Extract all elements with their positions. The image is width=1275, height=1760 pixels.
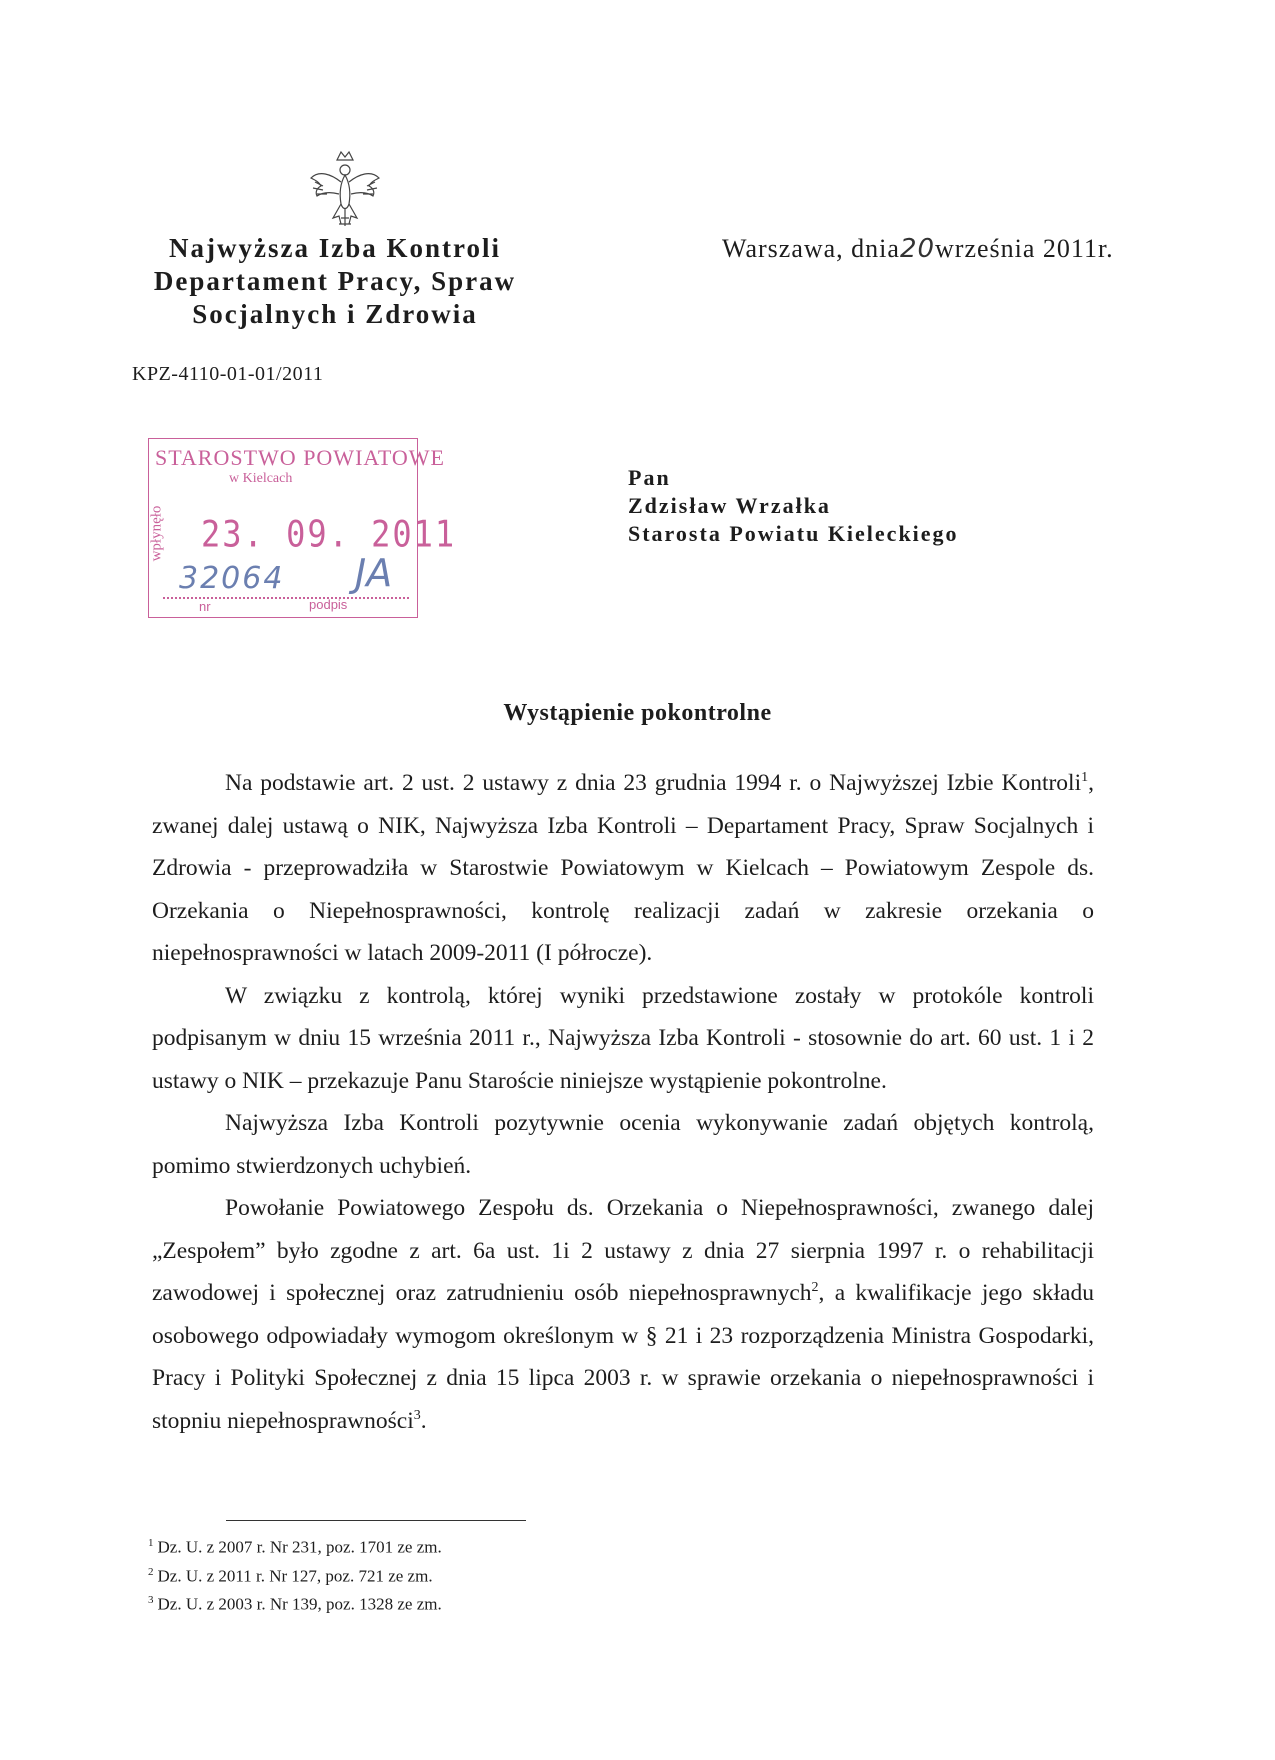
addressee-block: [628, 464, 959, 548]
letter-date: [722, 234, 1114, 264]
stamp-office: STAROSTWO POWIATOWE: [155, 445, 445, 470]
footnote-2: [148, 1560, 442, 1589]
institution-name: [140, 232, 530, 331]
stamp-number-handwritten: 32064: [179, 561, 285, 596]
letter-body: [152, 762, 1094, 1442]
footnote-3: [148, 1588, 442, 1617]
footnote-ref-2: 2: [811, 1280, 819, 1296]
stamp-signature: JA: [355, 551, 393, 595]
date-prefix: Warszawa, dnia: [722, 234, 900, 263]
footnote-ref-3: 3: [413, 1407, 421, 1423]
paragraph-4: [152, 1187, 1094, 1442]
date-suffix: września 2011r.: [935, 234, 1114, 263]
stamp-podpis-label: podpis: [309, 597, 348, 612]
footnote-mark: 3: [148, 1594, 154, 1607]
footnote-text: Dz. U. z 2007 r. Nr 231, poz. 1701 ze zm.: [157, 1537, 442, 1557]
footnote-text: Dz. U. z 2011 r. Nr 127, poz. 721 ze zm.: [157, 1566, 433, 1586]
p4-text-a: Powołanie Powiatowego Zespołu ds. Orzekania o Niepełnosprawności, zwanego dalej „Zespołem” było zgodne z art. 6a ust. 1i 2 ustawy z dnia 27 sierpnia 1997 r. o rehabilitacji zawodowej i społecznej oraz zatrudnieniu osób niepełnosprawnych: [152, 1195, 1094, 1306]
p4-text-c: .: [420, 1407, 427, 1434]
stamp-nr-label: nr: [199, 599, 211, 614]
footnote-ref-1: 1: [1081, 770, 1089, 786]
footnote-mark: 2: [148, 1565, 154, 1578]
stamp-received-date: 23. 09. 2011: [201, 512, 457, 556]
footnotes: [148, 1531, 442, 1617]
org-line-2: Departament Pracy, Spraw: [153, 266, 517, 296]
addressee-line-3: Starosta Powiatu Kieleckiego: [628, 521, 959, 546]
p1-text-b: , zwanej dalej ustawą o NIK, Najwyższa Izba Kontroli – Departament Pracy, Spraw Socjalnych i Zdrowia - przeprowadziła w Starostwie Powiatowym w Kielcach – Powiatowym Zespole ds. Orzekania o Niepełnosprawności, kontrolę realizacji zadań w zakresie orzekania o niepełnosprawności w latach 2009-2011 (I półrocze).: [152, 770, 1094, 966]
p4-text-b: , a kwalifikacje jego składu osobowego odpowiadały wymogom określonym w § 21 i 23 rozporządzenia Ministra Gospodarki, Pracy i Polityki Społecznej z dnia 15 lipca 2003 r. w sprawie orzekania o niepełnosprawności i stopniu niepełnosprawności: [152, 1280, 1094, 1434]
footnote-mark: 1: [148, 1537, 154, 1549]
footnote-1: [148, 1531, 442, 1560]
reference-number: KPZ-4110-01-01/2011: [132, 363, 324, 385]
addressee-line-2: Zdzisław Wrzałka: [628, 493, 831, 518]
p1-text-a: Na podstawie art. 2 ust. 2 ustawy z dnia 23 grudnia 1994 r. o Najwyższej Izbie Kontroli: [225, 770, 1082, 796]
date-day-handwritten: 20: [899, 234, 936, 264]
stamp-side-label: wpłynęło: [148, 505, 165, 562]
footnote-separator: [226, 1520, 526, 1521]
stamp-city: w Kielcach: [229, 471, 293, 486]
polish-eagle-emblem-icon: [305, 148, 385, 232]
org-line-1: Najwyższa Izba Kontroli: [169, 233, 501, 263]
org-line-3: Socjalnych i Zdrowia: [192, 299, 478, 329]
footnote-text: Dz. U. z 2003 r. Nr 139, poz. 1328 ze zm.: [157, 1594, 442, 1614]
document-title: Wystąpienie pokontrolne: [503, 700, 772, 726]
addressee-line-1: Pan: [628, 465, 671, 490]
receipt-stamp: [148, 438, 457, 618]
paragraph-3: Najwyższa Izba Kontroli pozytywnie ocenia wykonywanie zadań objętych kontrolą, pomimo stwierdzonych uchybień.: [152, 1110, 1094, 1179]
paragraph-2: W związku z kontrolą, której wyniki przedstawione zostały w protokóle kontroli podpisanym w dniu 15 września 2011 r., Najwyższa Izba Kontroli - stosownie do art. 60 ust. 1 i 2 ustawy o NIK – przekazuje Panu Staroście niniejsze wystąpienie pokontrolne.: [152, 982, 1094, 1094]
paragraph-1: [152, 762, 1094, 975]
